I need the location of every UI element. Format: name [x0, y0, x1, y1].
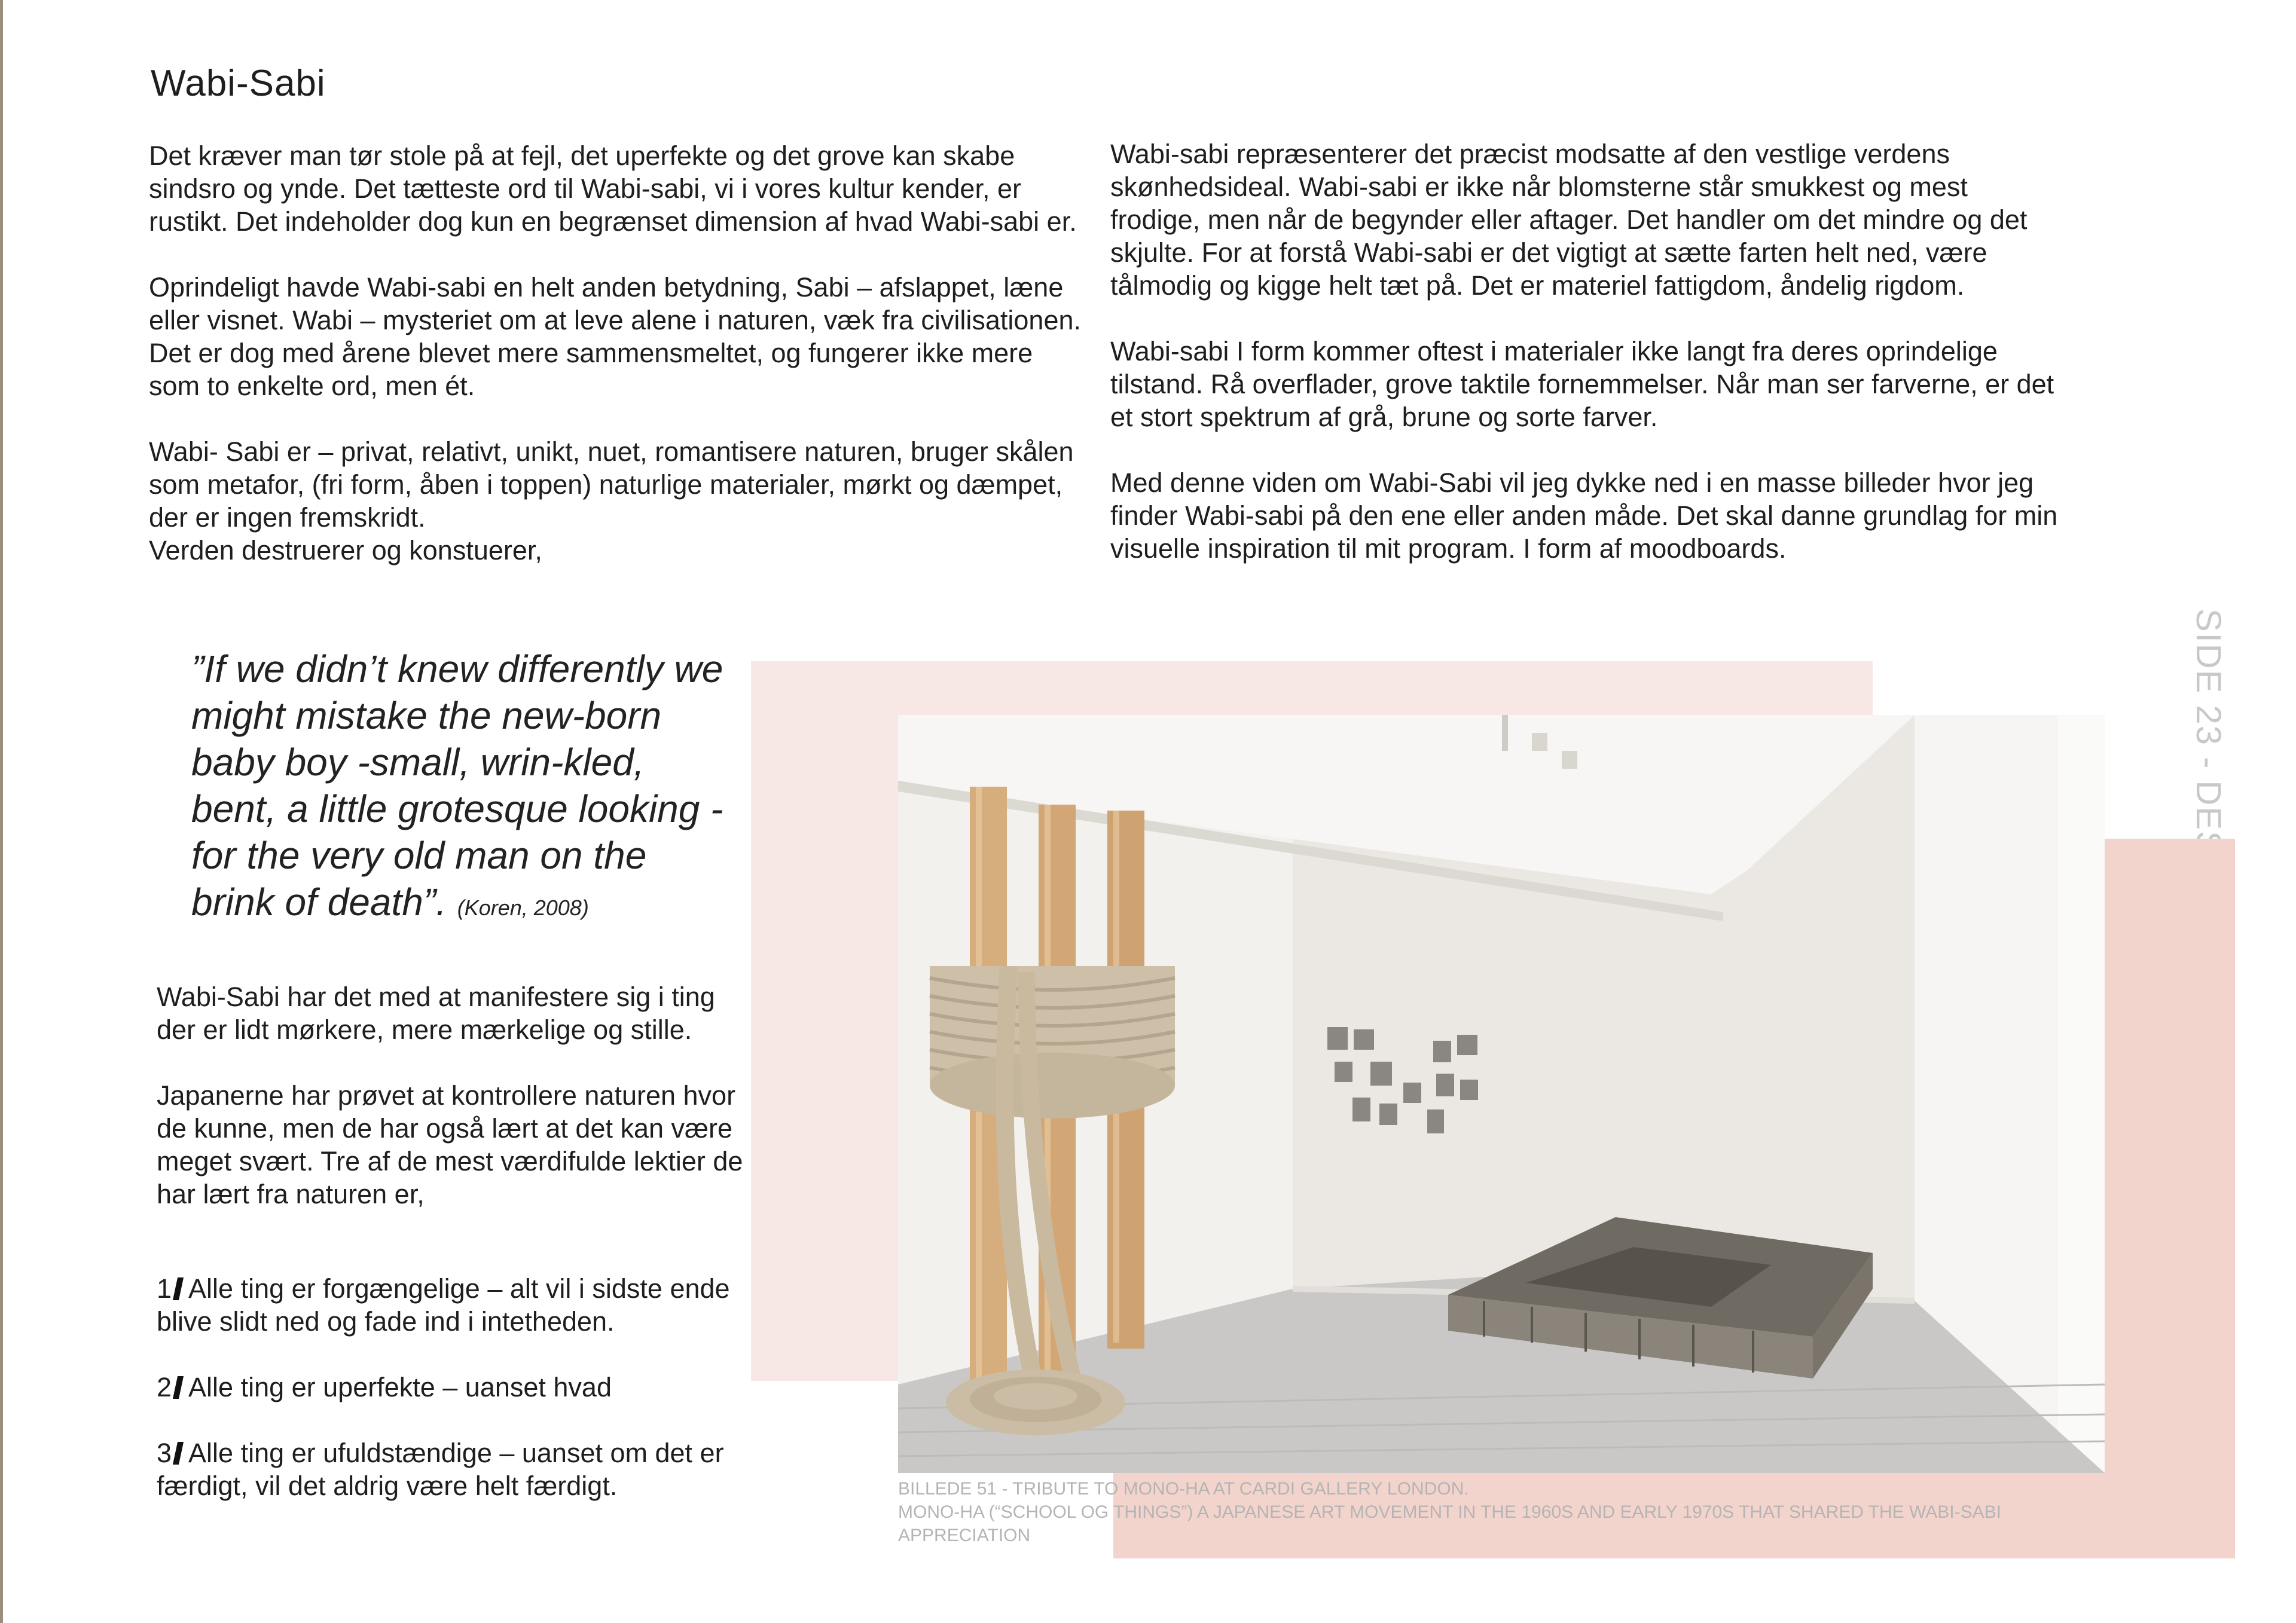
slash-icon: [173, 1277, 184, 1300]
list-number: 3: [157, 1438, 172, 1468]
paragraph: Det kræver man tør stole på at fejl, det uperfekte og det grove kan skabe sindsro og ynde. Det tætteste ord til Wabi-sabi, vi i vores kultur kender, er rustikt. Det indeholder dog kun en begrænset dimension af hvad Wabi-sabi er.: [149, 140, 1077, 237]
gallery-photo-illustration: [898, 715, 2105, 1473]
caption-line: BILLEDE 51 - TRIBUTE TO MONO-HA AT CARDI GALLERY LONDON.: [898, 1479, 1469, 1499]
paragraph: Wabi- Sabi er – privat, relativt, unikt, nuet, romantisere naturen, bruger skålen som metafor, (fri form, åben i toppen) naturlige materialer, mørkt og dæmpet, der er ingen fremskridt.: [149, 436, 1074, 533]
paragraph: Med denne viden om Wabi-Sabi vil jeg dykke ned i en masse billeder hvor jeg finder Wabi-sabi på den ene eller anden måde. Det skal danne grundlag for min visuelle inspiration til mit program. I form af moodboards.: [1110, 467, 2058, 564]
caption-line: APPRECIATION: [898, 1526, 1031, 1545]
page-edge-line: [0, 0, 3, 1623]
list-text: Alle ting er ufuldstændige – uanset om det er færdigt, vil det aldrig være helt færdigt.: [157, 1438, 724, 1501]
page-title: Wabi-Sabi: [151, 63, 326, 104]
list-item: [157, 1436, 755, 1502]
paragraph: Oprindeligt havde Wabi-sabi en helt anden betydning, Sabi – afslappet, læne eller visnet. Wabi – mysteriet om at leve alene i naturen, væk fra civilisationen. Det er dog med årene blevet mere sammensmeltet, og fungerer ikke mere som to enkelte ord, men ét.: [149, 272, 1082, 401]
left-text-column: [149, 139, 1082, 567]
slash-icon: [173, 1442, 184, 1465]
list-text: Alle ting er forgængelige – alt vil i sidste ende blive slidt ned og fade ind i intetheden.: [157, 1273, 730, 1337]
quote-citation: (Koren, 2008): [457, 895, 589, 920]
paragraph: Wabi-Sabi har det med at manifestere sig i ting der er lidt mørkere, mere mærkelige og stille.: [157, 982, 715, 1045]
right-text-column: [1110, 137, 2061, 565]
body-text: [157, 980, 755, 1243]
list-number: 1: [157, 1273, 172, 1304]
paragraph: Japanerne har prøvet at kontrollere naturen hvor de kunne, men de har også lært at det kan være meget svært. Tre af de mest værdifulde lektier de har lært fra naturen er,: [157, 1080, 743, 1209]
paragraph: Wabi-sabi I form kommer oftest i materialer ikke langt fra deres oprindelige tilstand. Rå overflader, grove taktile fornemmelser. Når man ser farverne, er det et stort spektrum af grå, brune og sorte farver.: [1110, 336, 2054, 432]
quote-text: ”If we didn’t knew differently we might mistake the new-born baby boy -small, wrin-kled, bent, a little grotesque looking -for the very old man on the brink of death”.: [191, 647, 723, 924]
list-text: Alle ting er uperfekte – uanset hvad: [188, 1372, 612, 1402]
gallery-photo: [898, 715, 2105, 1473]
paragraph: Wabi-sabi repræsenterer det præcist modsatte af den vestlige verdens skønhedsideal. Wabi-sabi er ikke når blomsterne står smukkest og mest frodige, men når de begynder eller aftager. Det handler om det mindre og det skjulte. For at forstå Wabi-sabi er det vigtigt at sætte farten helt ned, være tålmodig og kigge helt tæt på. Det er materiel fattigdom, åndelig rigdom.: [1110, 139, 2028, 301]
list-number: 2: [157, 1372, 172, 1402]
caption-line: MONO-HA (“SCHOOL OG THINGS”) A JAPANESE ART MOVEMENT IN THE 1960S AND EARLY 1970S THAT SHARED THE WABI-SABI: [898, 1502, 2001, 1522]
paragraph: Verden destruerer og konstuerer,: [149, 535, 542, 566]
list-item: [157, 1371, 755, 1404]
list-item: [157, 1272, 755, 1338]
pull-quote: [191, 646, 729, 925]
lessons-list: [157, 1272, 755, 1535]
slash-icon: [173, 1376, 184, 1399]
photo-caption: [898, 1477, 2154, 1547]
